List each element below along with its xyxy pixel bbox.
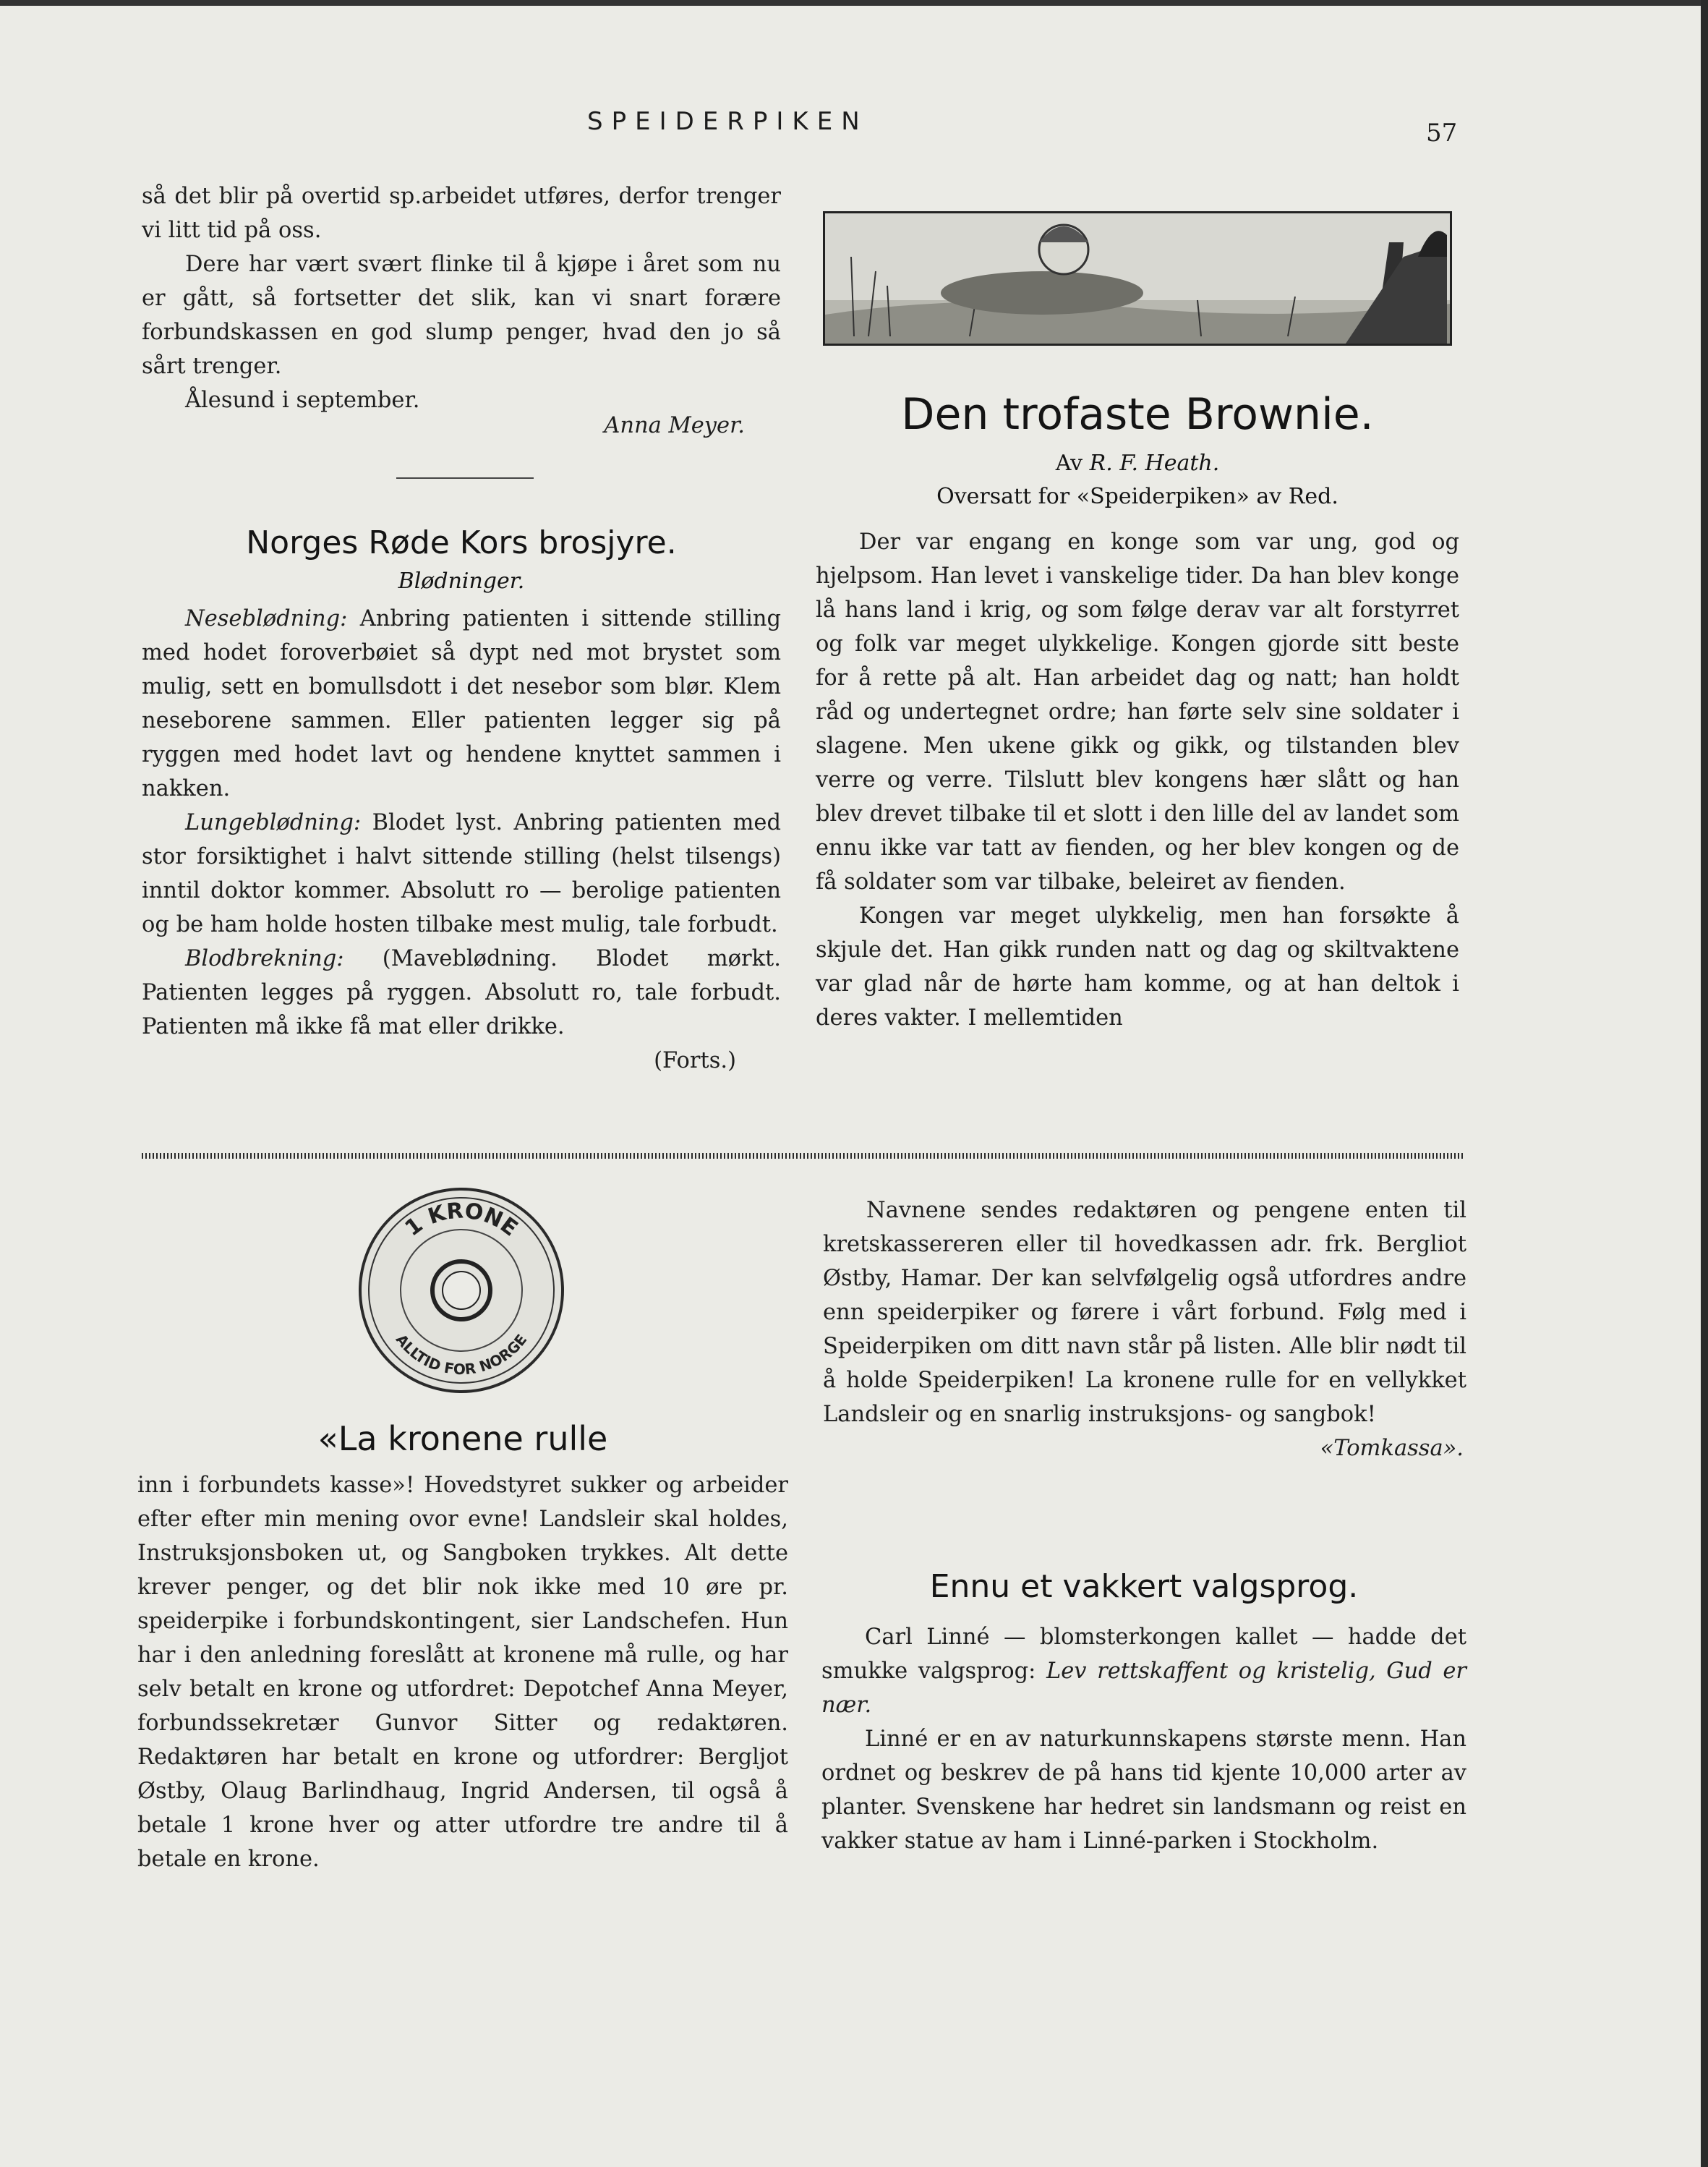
navnene-article	[823, 1193, 1466, 1465]
signature: «Tomkassa».	[1320, 1436, 1464, 1461]
coin-top-text: 1 KRONE	[400, 1198, 523, 1242]
brownie-title: Den trofaste Brownie.	[901, 389, 1374, 440]
page-number: 57	[1426, 119, 1458, 148]
valgsprog-article	[821, 1564, 1466, 1858]
section-neseblodning	[142, 602, 781, 806]
section-lungeblodning	[142, 806, 781, 942]
left-top-article	[142, 179, 781, 443]
text: Blodet lyst. Anbring patienten med stor forsiktighet i halvt sittende stilling (helst tilsengs) inntil doktor kommer. Absolutt ro — berolige patienten og be ham holde hosten tilbake mest mulig, tale forbudt.	[142, 810, 781, 937]
place-date: Ålesund i september.	[185, 388, 420, 413]
red-cross-title: Norges Røde Kors brosjyre.	[246, 524, 677, 561]
running-title: SPEIDERPIKEN	[587, 107, 868, 136]
horizontal-separator	[142, 1153, 1465, 1159]
paragraph	[821, 1620, 1466, 1722]
coin-icon	[357, 1186, 565, 1395]
byline-prefix: Av	[1055, 451, 1090, 476]
text: (Maveblødning. Blodet mørkt. Patienten legges på ryggen. Absolutt ro, tale forbudt. Patienten må ikke få mat eller drikke.	[142, 946, 781, 1039]
page-header	[0, 107, 1708, 148]
section-blodbrekning	[142, 942, 781, 1044]
text: Anbring patienten i sittende stilling med hodet foroverbøiet så dypt ned mot brystet som mulig, sett en bomullsdott i det nesebor som blør. Klem neseborene sammen. Eller patienten legger sig på ryggen med hodet lavt og hendene knyttet sammen i nakken.	[142, 606, 781, 801]
brownie-byline	[816, 447, 1459, 480]
coin-bottom-text: ALLTID FOR NORGE	[392, 1330, 531, 1379]
krone-coin-emblem	[357, 1186, 565, 1395]
paragraph: Der var engang en konge som var ung, god og hjelpsom. Han levet i vanskelige tider. Da han blev konge lå hans land i krig, og som følge derav var alt forstyrret og folk var meget ulykkelige. Kongen gjorde sitt beste for å rette på alt. Han arbeidet dag og natt; han holdt råd og undertegnet ordre; han førte selv sine soldater i slagene. Men ukene gikk og gikk, og tilstanden blev verre og verre. Tilslutt blev kongens hær slått og han blev drevet tilbake til et slott i den lille del av landet som ennu ikke var tatt av fienden, og her blev kongen og de få soldater som var tilbake, beleiret av fienden.	[816, 529, 1459, 895]
brownie-illustration	[823, 211, 1452, 346]
red-cross-article	[142, 521, 781, 1078]
brownie-article	[816, 382, 1459, 1035]
paragraph: inn i forbundets kasse»! Hovedstyret sukker og arbeider efter efter min mening ovor evne! Landsleir skal holdes, Instruksjonsboken ut, og Sangboken trykkes. Alt dette krever penger, og det blir nok ikke med 10 øre pr. speiderpike i forbundskontingent, sier Landschefen. Hun har i den anledning foreslått at kronene må rulle, og har selv betalt en krone og utfordret: Depotchef Anna Meyer, forbundssekretær Gunvor Sitter og redaktøren. Redaktøren har betalt en krone og utfordrer: Bergljot Østby, Olaug Barlindhaug, Ingrid Andersen, til også å betale 1 krone hver og atter utfordre tre andre til å betale en krone.	[137, 1473, 788, 1872]
valgsprog-title: Ennu et vakkert valgsprog.	[929, 1568, 1359, 1605]
kronene-title: «La kronene rulle	[317, 1419, 608, 1458]
paragraph: Kongen var meget ulykkelig, men han forsøkte å skjule det. Han gikk runden natt og dag og skiltvaktene var glad når de hørte ham komme, og at han deltok i deres vakter. I mellemtiden	[816, 903, 1459, 1031]
paragraph: Navnene sendes redaktøren og pengene enten til kretskassereren eller til hovedkassen adr. frk. Bergliot Østby, Hamar. Der kan selvfølgelig også utfordres andre enn speiderpiker og førere i vårt forbund. Følg med i Speiderpiken om ditt navn står på listen. Alle blir nødt til å holde Speiderpiken! La kronene rulle for en vellykket Landsleir og en snarlig instruksjons- og sangbok!	[823, 1198, 1466, 1427]
term: Lungeblødning:	[185, 810, 362, 835]
red-cross-subtitle: Blødninger.	[398, 569, 525, 594]
illustration-drawing	[825, 213, 1450, 344]
paragraph: så det blir på overtid sp.arbeidet utføres, derfor trenger vi litt tid på oss.	[142, 184, 781, 243]
scan-edge-right	[1701, 0, 1708, 2167]
paragraph: Linné er en av naturkunnskapens største menn. Han ordnet og beskrev de på hans tid kjente 10,000 arter av planter. Svenskene har hedret sin landsmann og reist en vakker statue av ham i Linné-parken i Stockholm.	[821, 1727, 1466, 1854]
scan-edge-top	[0, 0, 1708, 6]
brownie-translation: Oversatt for «Speiderpiken» av Red.	[936, 484, 1338, 509]
continued-note: (Forts.)	[654, 1048, 736, 1073]
signature: Anna Meyer.	[604, 413, 745, 438]
text: Carl Linné — blomsterkongen kallet — hadde det smukke valgsprog:	[821, 1625, 1466, 1684]
paragraph: Dere har vært svært flinke til å kjøpe i året som nu er gått, så fortsetter det slik, kan vi snart forære forbundskassen en god slump penger, hvad den jo så sårt trenger.	[142, 252, 781, 379]
term: Neseblødning:	[185, 606, 348, 631]
section-divider	[396, 477, 534, 479]
author: R. F. Heath.	[1089, 451, 1220, 476]
kronene-article	[137, 1415, 788, 1876]
term: Blodbrekning:	[185, 946, 344, 971]
motto: Lev rettskaffent og kristelig, Gud er nær.	[821, 1659, 1466, 1718]
